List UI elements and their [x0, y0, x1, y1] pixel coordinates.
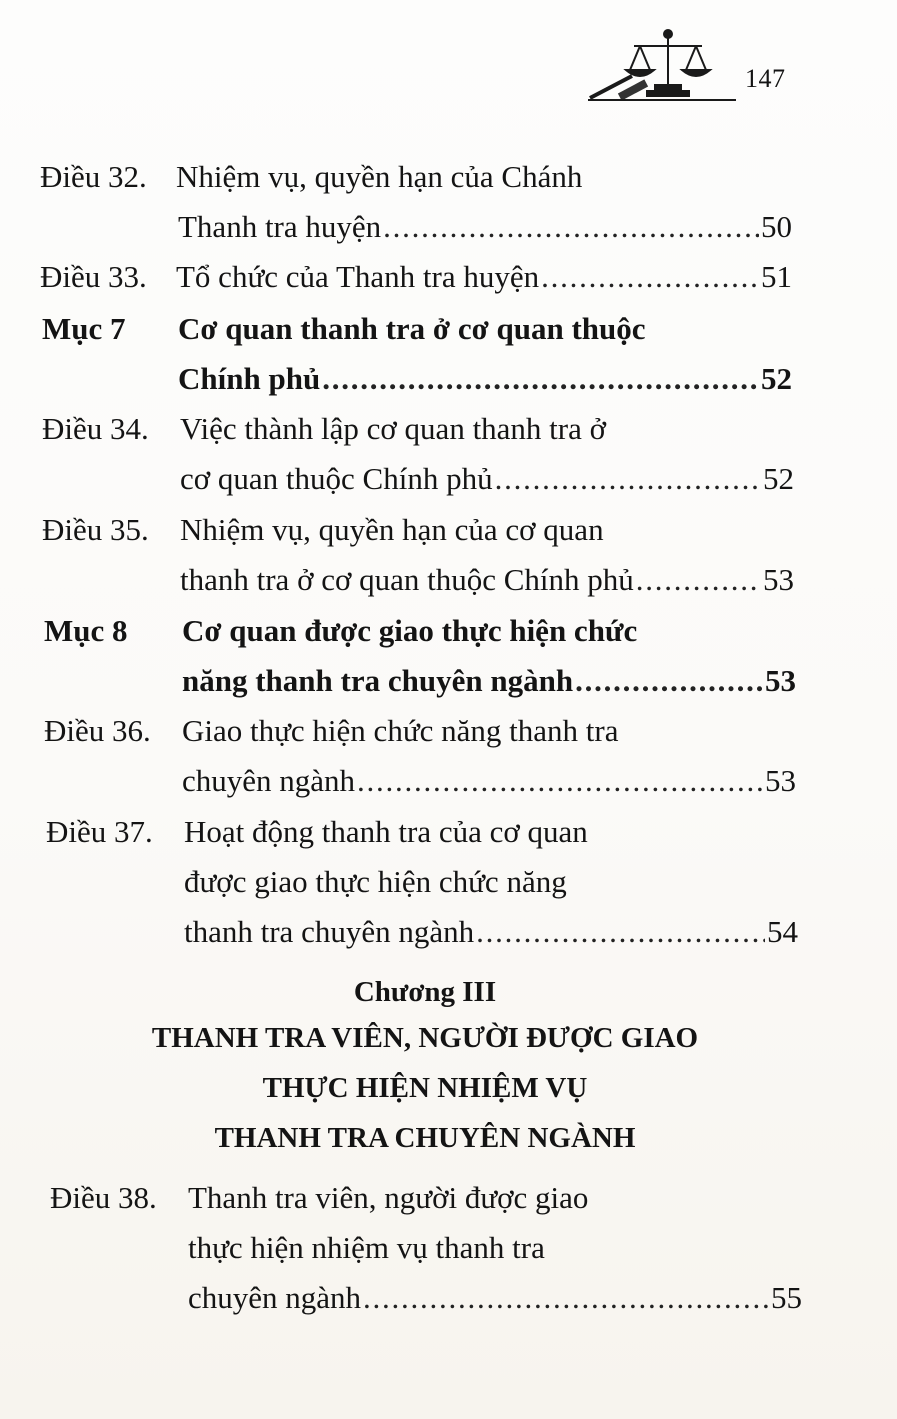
entry-page-number: 52	[763, 461, 794, 496]
entry-title-line: Thanh tra viên, người được giao	[188, 1180, 589, 1215]
entry-title-line	[188, 1276, 802, 1320]
dot-leader	[495, 457, 761, 501]
entry-title-text: thanh tra ở cơ quan thuộc Chính phủ	[180, 562, 634, 597]
entry-title-text: thanh tra chuyên ngành	[184, 914, 475, 949]
dot-leader	[363, 1276, 769, 1320]
section-page-number: 53	[765, 663, 796, 698]
entry-title-text: chuyên ngành	[188, 1280, 362, 1315]
entry-label: Điều 37.	[46, 814, 153, 849]
section-title-text: năng thanh tra chuyên ngành	[182, 663, 574, 698]
chapter-title-line: THANH TRA VIÊN, NGƯỜI ĐƯỢC GIAO	[151, 1022, 699, 1054]
section-page-number: 52	[761, 361, 792, 396]
chapter-heading: Chương III	[353, 976, 497, 1008]
entry-page-number: 55	[771, 1280, 802, 1315]
entry-title-line: được giao thực hiện chức năng	[184, 864, 567, 899]
entry-page-number: 53	[763, 562, 794, 597]
entry-title-line	[180, 457, 794, 501]
section-title-text: Chính phủ	[178, 361, 321, 396]
entry-title-line	[180, 558, 794, 602]
entry-title-text: Nhiệm vụ, quyền hạn của Chánh	[176, 159, 583, 194]
section-title-line: Cơ quan được giao thực hiện chức	[182, 613, 638, 648]
entry-label: Điều 38.	[50, 1180, 157, 1215]
entry-title-line	[184, 910, 798, 954]
chapter-title-line: THỰC HIỆN NHIỆM VỤ	[262, 1072, 588, 1104]
section-label: Mục 7	[42, 311, 126, 346]
dot-leader	[636, 558, 761, 602]
entry-label: Điều 32.	[40, 159, 147, 194]
dot-leader	[383, 205, 759, 249]
scales-of-justice-icon	[588, 24, 738, 104]
entry-page-number: 54	[767, 914, 798, 949]
entry-page-number: 50	[761, 209, 792, 244]
section-title-line: Cơ quan thanh tra ở cơ quan thuộc	[178, 311, 646, 346]
entry-title-line	[182, 759, 796, 803]
entry-label: Điều 35.	[42, 512, 149, 547]
entry-title-line: Nhiệm vụ, quyền hạn của cơ quan	[180, 512, 604, 547]
section-label: Mục 8	[44, 613, 128, 648]
entry-title-line: thực hiện nhiệm vụ thanh tra	[188, 1230, 545, 1265]
entry-label: Điều 36.	[44, 713, 151, 748]
entry-page-number: 53	[765, 763, 796, 798]
entry-page-number: 51	[761, 259, 792, 294]
section-title-line	[178, 357, 792, 401]
entry-title-line	[176, 155, 728, 199]
entry-title-line: Hoạt động thanh tra của cơ quan	[184, 814, 588, 849]
entry-title-line: Giao thực hiện chức năng thanh tra	[182, 713, 619, 748]
entry-title-text: Việc thành lập cơ quan thanh tra ở	[180, 411, 607, 446]
entry-title-line	[180, 407, 730, 451]
entry-title-text: cơ quan thuộc Chính phủ	[180, 461, 493, 496]
dot-leader	[575, 659, 763, 703]
entry-title-line	[178, 205, 792, 249]
entry-label: Điều 34.	[42, 411, 149, 446]
dot-leader	[322, 357, 759, 401]
dot-leader	[476, 910, 765, 954]
page-number: 147	[745, 64, 786, 93]
chapter-title-line: THANH TRA CHUYÊN NGÀNH	[214, 1122, 636, 1154]
entry-title-text: chuyên ngành	[182, 763, 356, 798]
entry-title-text: Tổ chức của Thanh tra huyện	[176, 259, 540, 294]
entry-title-text: Thanh tra huyện	[178, 209, 382, 244]
entry-label: Điều 33.	[40, 259, 147, 294]
entry-title-line	[176, 255, 792, 299]
section-title-line	[182, 659, 796, 703]
dot-leader	[357, 759, 763, 803]
dot-leader	[541, 255, 759, 299]
